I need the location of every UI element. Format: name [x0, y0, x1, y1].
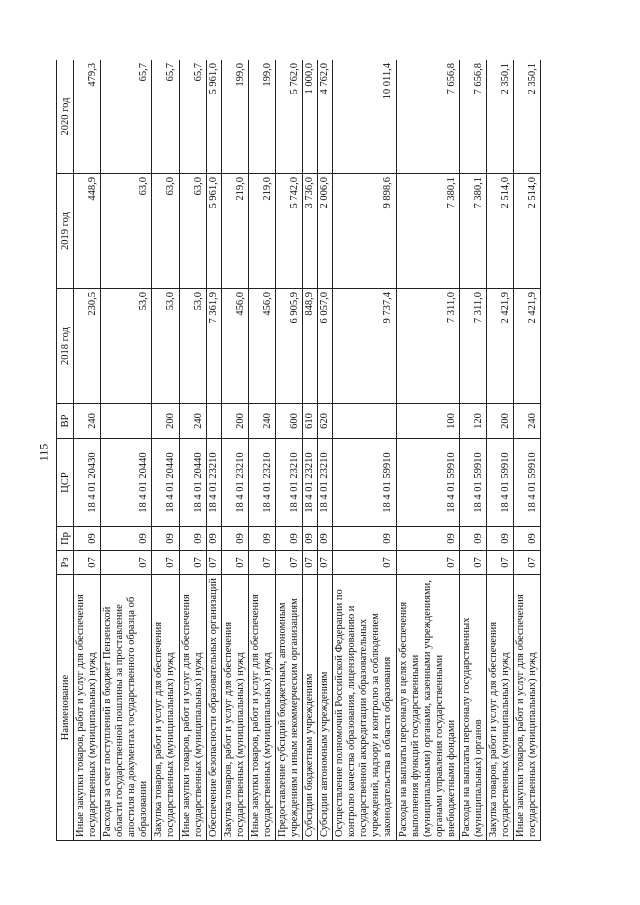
cell-2018: 6 057,0 — [318, 289, 333, 404]
cell-vr: 100 — [396, 404, 459, 439]
cell-2019: 2 006,0 — [318, 174, 333, 289]
cell-csr: 18 4 01 20440 — [101, 439, 152, 527]
table-row — [459, 60, 486, 841]
cell-vr: 600 — [275, 404, 302, 439]
cell-2020: 65,7 — [152, 60, 179, 174]
cell-2019: 9 898,6 — [333, 174, 396, 289]
table-row — [275, 60, 302, 841]
cell-2020: 65,7 — [101, 60, 152, 174]
cell-2018: 7 361,9 — [206, 289, 221, 404]
budget-table — [56, 60, 541, 841]
cell-2020: 479,3 — [74, 60, 101, 174]
cell-2019: 63,0 — [152, 174, 179, 289]
cell-rz: 07 — [318, 551, 333, 575]
cell-vr: 240 — [248, 404, 275, 439]
cell-rz: 07 — [152, 551, 179, 575]
cell-2018: 230,5 — [74, 289, 101, 404]
cell-2019: 2 514,0 — [486, 174, 513, 289]
cell-pr: 09 — [152, 527, 179, 551]
cell-csr: 18 4 01 20430 — [74, 439, 101, 527]
cell-2019: 5 742,0 — [275, 174, 302, 289]
cell-vr: 240 — [179, 404, 206, 439]
cell-pr: 09 — [318, 527, 333, 551]
header-csr: ЦСР — [57, 439, 74, 527]
cell-vr: 120 — [459, 404, 486, 439]
cell-2020: 7 656,8 — [396, 60, 459, 174]
cell-name: Осуществление полномочий Российской Федерации по контролю качества образования, лицензированию и государственной аккредитации образовательных учреждений, надзору и контролю за соблюдением законодательства в области образования — [333, 575, 396, 841]
table-row — [101, 60, 152, 841]
cell-pr: 09 — [221, 527, 248, 551]
table-row — [206, 60, 221, 841]
header-pr: Пр — [57, 527, 74, 551]
cell-csr: 18 4 01 23210 — [318, 439, 333, 527]
cell-name: Обеспечение безопасности образовательных организаций — [206, 575, 221, 841]
cell-2019: 5 961,0 — [206, 174, 221, 289]
cell-pr: 09 — [74, 527, 101, 551]
cell-2019: 63,0 — [179, 174, 206, 289]
cell-csr: 18 4 01 23210 — [206, 439, 221, 527]
cell-csr: 18 4 01 59910 — [459, 439, 486, 527]
cell-rz: 07 — [221, 551, 248, 575]
header-2018: 2018 год — [57, 289, 74, 404]
cell-csr: 18 4 01 59910 — [486, 439, 513, 527]
table-body — [74, 60, 541, 841]
cell-2018: 7 311,0 — [459, 289, 486, 404]
cell-2019: 63,0 — [101, 174, 152, 289]
cell-pr: 09 — [514, 527, 541, 551]
table-row — [303, 60, 318, 841]
cell-vr — [206, 404, 221, 439]
cell-rz: 07 — [396, 551, 459, 575]
cell-2019: 2 514,0 — [514, 174, 541, 289]
header-2020: 2020 год — [57, 60, 74, 174]
cell-csr: 18 4 01 23210 — [303, 439, 318, 527]
cell-name: Иные закупки товаров, работ и услуг для обеспечения государственных (муниципальных) нужд — [74, 575, 101, 841]
cell-rz: 07 — [74, 551, 101, 575]
table-row — [514, 60, 541, 841]
cell-pr: 09 — [101, 527, 152, 551]
cell-2020: 5 961,0 — [206, 60, 221, 174]
cell-vr — [101, 404, 152, 439]
cell-pr: 09 — [333, 527, 396, 551]
cell-rz: 07 — [179, 551, 206, 575]
cell-csr: 18 4 01 23210 — [248, 439, 275, 527]
header-name: Наименование — [57, 575, 74, 841]
header-vr: ВР — [57, 404, 74, 439]
cell-2018: 53,0 — [101, 289, 152, 404]
cell-rz: 07 — [333, 551, 396, 575]
cell-csr: 18 4 01 59910 — [396, 439, 459, 527]
cell-rz: 07 — [514, 551, 541, 575]
cell-rz: 07 — [459, 551, 486, 575]
cell-vr: 610 — [303, 404, 318, 439]
cell-2020: 1 000,0 — [303, 60, 318, 174]
cell-2018: 9 737,4 — [333, 289, 396, 404]
header-rz: Рз — [57, 551, 74, 575]
table-row — [318, 60, 333, 841]
cell-csr: 18 4 01 20440 — [179, 439, 206, 527]
cell-csr: 18 4 01 23210 — [221, 439, 248, 527]
cell-name: Иные закупки товаров, работ и услуг для обеспечения государственных (муниципальных) нужд — [179, 575, 206, 841]
cell-2019: 219,0 — [221, 174, 248, 289]
cell-csr: 18 4 01 23210 — [275, 439, 302, 527]
cell-2020: 2 350,1 — [514, 60, 541, 174]
table-row — [152, 60, 179, 841]
table-row — [396, 60, 459, 841]
cell-2019: 219,0 — [248, 174, 275, 289]
cell-vr — [333, 404, 396, 439]
cell-csr: 18 4 01 20440 — [152, 439, 179, 527]
cell-name: Закупка товаров, работ и услуг для обеспечения государственных (муниципальных) нужд — [486, 575, 513, 841]
cell-2020: 5 762,0 — [275, 60, 302, 174]
table-row — [221, 60, 248, 841]
cell-vr: 200 — [221, 404, 248, 439]
cell-name: Субсидии бюджетным учреждениям — [303, 575, 318, 841]
rotated-table-container — [56, 60, 584, 841]
cell-csr: 18 4 01 59910 — [333, 439, 396, 527]
table-row — [248, 60, 275, 841]
cell-pr: 09 — [486, 527, 513, 551]
header-2019: 2019 год — [57, 174, 74, 289]
cell-2018: 456,0 — [248, 289, 275, 404]
cell-2018: 2 421,9 — [514, 289, 541, 404]
cell-name: Субсидии автономным учреждениям — [318, 575, 333, 841]
cell-rz: 07 — [303, 551, 318, 575]
cell-name: Иные закупки товаров, работ и услуг для обеспечения государственных (муниципальных) нужд — [248, 575, 275, 841]
cell-rz: 07 — [206, 551, 221, 575]
cell-rz: 07 — [486, 551, 513, 575]
cell-pr: 09 — [248, 527, 275, 551]
cell-rz: 07 — [275, 551, 302, 575]
cell-2020: 7 656,8 — [459, 60, 486, 174]
cell-2020: 199,0 — [221, 60, 248, 174]
cell-pr: 09 — [206, 527, 221, 551]
cell-2020: 199,0 — [248, 60, 275, 174]
cell-2020: 65,7 — [179, 60, 206, 174]
cell-csr: 18 4 01 59910 — [514, 439, 541, 527]
cell-2018: 6 905,9 — [275, 289, 302, 404]
cell-name: Расходы за счет поступлений в бюджет Пензенской области государственной пошлины за проставление апостиля на документах государственного образца об образовании — [101, 575, 152, 841]
cell-2020: 10 011,4 — [333, 60, 396, 174]
table-viewport — [56, 60, 584, 841]
table-row — [179, 60, 206, 841]
table-row — [486, 60, 513, 841]
cell-pr: 09 — [179, 527, 206, 551]
cell-rz: 07 — [248, 551, 275, 575]
page-number — [36, 0, 52, 905]
cell-pr: 09 — [303, 527, 318, 551]
table-header-row — [57, 60, 74, 841]
cell-pr: 09 — [459, 527, 486, 551]
cell-2018: 7 311,0 — [396, 289, 459, 404]
cell-rz: 07 — [101, 551, 152, 575]
cell-2018: 2 421,9 — [486, 289, 513, 404]
cell-name: Предоставление субсидий бюджетным, автономным учреждениям и иным некоммерческим организациям — [275, 575, 302, 841]
table-row — [333, 60, 396, 841]
cell-2020: 4 762,0 — [318, 60, 333, 174]
cell-2018: 456,0 — [221, 289, 248, 404]
cell-vr: 240 — [514, 404, 541, 439]
cell-vr: 200 — [486, 404, 513, 439]
cell-vr: 620 — [318, 404, 333, 439]
cell-pr: 09 — [275, 527, 302, 551]
cell-name: Закупка товаров, работ и услуг для обеспечения государственных (муниципальных) нужд — [152, 575, 179, 841]
cell-2019: 448,9 — [74, 174, 101, 289]
cell-2019: 7 380,1 — [396, 174, 459, 289]
cell-2019: 3 736,0 — [303, 174, 318, 289]
table-row — [74, 60, 101, 841]
cell-2020: 2 350,1 — [486, 60, 513, 174]
cell-2018: 53,0 — [152, 289, 179, 404]
cell-name: Расходы на выплаты персоналу в целях обеспечения выполнения функций государственными (муниципальными) органами, казенными учреждениями, органами управления государственными внебюджетными фондами — [396, 575, 459, 841]
cell-name: Иные закупки товаров, работ и услуг для обеспечения государственных (муниципальных) нужд — [514, 575, 541, 841]
cell-vr: 200 — [152, 404, 179, 439]
cell-name: Расходы на выплаты персоналу государственных (муниципальных) органов — [459, 575, 486, 841]
cell-2018: 848,9 — [303, 289, 318, 404]
page-number-text: 115 — [36, 443, 51, 462]
cell-pr: 09 — [396, 527, 459, 551]
cell-name: Закупка товаров, работ и услуг для обеспечения государственных (муниципальных) нужд — [221, 575, 248, 841]
cell-2019: 7 380,1 — [459, 174, 486, 289]
cell-2018: 53,0 — [179, 289, 206, 404]
cell-vr: 240 — [74, 404, 101, 439]
